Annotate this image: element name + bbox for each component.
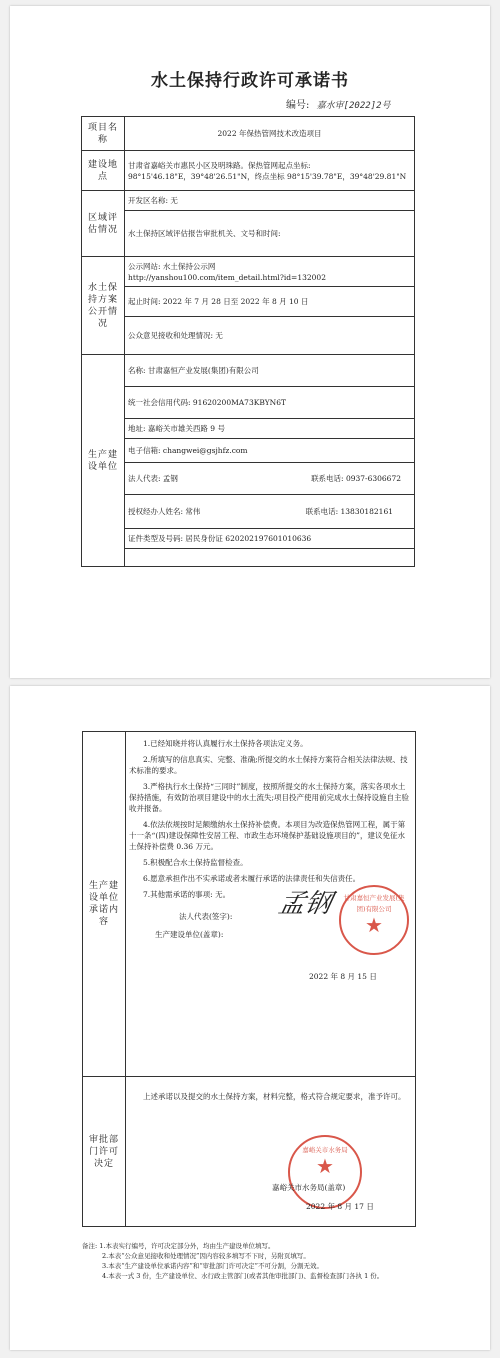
approval-label: 审批部门许可决定	[83, 1077, 126, 1227]
unit-address: 地址: 嘉峪关市雄关西路 9 号	[125, 419, 415, 439]
plan-label: 水土保持方案公开情况	[82, 257, 125, 355]
location-line-2: 98°15'46.18"E，39°48'26.51"N，终点坐标 98°15'39.78"E，39°48'29.81"N	[128, 171, 407, 181]
promise-item: 7.其他需承诺的事项: 无。	[143, 890, 231, 899]
id-document: 证件类型及号码: 居民身份证 620202197601010636	[125, 529, 415, 549]
approval-text: 上述承诺以及提交的水土保持方案，材料完整，格式符合规定要求，准予许可。	[143, 1092, 406, 1101]
unit-seal-label: 生产建设单位(盖章):	[155, 930, 224, 939]
promise-label: 生产建设单位承诺内容	[83, 732, 126, 1077]
location-value	[125, 151, 415, 191]
footnote: 2.本表“公众意见接收和处理情况”因内容较多填写不下时，另附页填写。	[102, 1252, 310, 1260]
application-table	[81, 116, 415, 567]
region-label: 区域评估情况	[82, 191, 125, 257]
approval-date: 2022 年 8 月 17 日	[306, 1202, 374, 1211]
footnote: 备注: 1.本表实行编号，许可决定部分外，均由生产建设单位填写。	[82, 1242, 275, 1250]
unit-credit-code: 统一社会信用代码: 91620200MA73KBYN6T	[125, 387, 415, 419]
promise-item: 4.依法依规按时足额缴纳水土保持补偿费。本项目为改造保热管网工程，属于第十一条“(四)建设保障性安居工程、市政生态环境保护基础设施项目的”，建议免征水土保持补偿费 0.36 万元。	[129, 820, 406, 851]
legal-rep: 法人代表: 孟钢	[128, 474, 178, 483]
promise-list	[129, 738, 412, 900]
form-page-1	[10, 6, 490, 678]
plan-period: 起止时间: 2022 年 7 月 28 日至 2022 年 8 月 10 日	[125, 287, 415, 317]
serial-label: 编号:	[286, 100, 310, 111]
handwritten-signature: 孟钢	[275, 889, 335, 919]
unit-email: 电子信箱: changwei@gsjhfz.com	[125, 439, 415, 463]
agent-row	[125, 495, 415, 529]
location-line-1: 甘肃省嘉峪关市惠民小区及明珠路。保热管网起点坐标:	[128, 160, 311, 170]
region-dev-zone: 开发区名称: 无	[125, 191, 415, 211]
project-name-value: 2022 年保热管网技术改造项目	[125, 117, 415, 151]
serial-value: 嘉水审[2022]2号	[316, 101, 391, 111]
company-seal	[339, 885, 409, 955]
footnote: 3.本表“生产建设单位承诺内容”和“审批部门许可决定”不可分割，分割无效。	[102, 1262, 323, 1270]
star-icon: ★	[316, 1154, 334, 1178]
empty-row	[125, 549, 415, 567]
promise-date: 2022 年 8 月 15 日	[309, 972, 377, 981]
promise-item: 2.所填写的信息真实、完整、准确;所提交的水土保持方案符合相关法律法规、技术标准的要求。	[129, 755, 408, 775]
bureau-seal-text: 嘉峪关市水务局	[302, 1146, 348, 1154]
document-title: 水土保持行政许可承诺书	[151, 71, 349, 91]
plan-site	[125, 257, 415, 287]
agent-name: 授权经办人姓名: 常伟	[128, 507, 201, 516]
form-page-2	[10, 686, 490, 1350]
bureau-seal	[288, 1135, 362, 1209]
agent-phone: 联系电话: 13830182161	[305, 507, 393, 516]
footnote: 4.本表一式 3 份，生产建设单位、水行政主管部门(或者其他审批部门)、监督检查部门各执 1 份。	[102, 1272, 384, 1280]
legal-sign-label: 法人代表(签字):	[179, 912, 233, 921]
approval-seal-label: 嘉峪关市水务局(盖章)	[272, 1183, 346, 1192]
company-seal-text: 甘肃嘉恒产业发展(集团)有限公司	[343, 894, 405, 913]
promise-item: 5.积极配合水土保持监督检查。	[143, 858, 248, 867]
approval-content	[126, 1077, 416, 1227]
legal-phone: 联系电话: 0937-6306672	[311, 474, 401, 483]
legal-rep-row	[125, 463, 415, 495]
star-icon: ★	[365, 913, 383, 937]
promise-item: 6.愿意承担作出不实承诺或者未履行承诺的法律责任和失信责任。	[143, 874, 361, 883]
region-report: 水土保持区域评估报告审批机关、文号和时间:	[125, 211, 415, 257]
promise-item: 3.严格执行水土保持“三同时”制度，按照所提交的水土保持方案，落实各项水土保持措施，有效防治项目建设中的水土流失;项目投产使用前完成水土保持设施自主验收并报备。	[129, 782, 410, 813]
unit-label: 生产建设单位	[82, 355, 125, 567]
unit-name: 名称: 甘肃嘉恒产业发展(集团)有限公司	[125, 355, 415, 387]
promise-content	[126, 732, 416, 1077]
serial-number	[286, 96, 391, 111]
plan-site-label: 公示网站: 水土保持公示网	[128, 261, 216, 271]
promise-table	[82, 731, 416, 1227]
plan-site-url: http://yanshou100.com/item_detail.html?id=132002	[128, 272, 326, 282]
footnotes	[82, 1241, 417, 1281]
promise-item: 1.已经知晓并将认真履行水土保持各项法定义务。	[143, 739, 308, 748]
project-name-label: 项目名称	[82, 117, 125, 151]
location-label: 建设地点	[82, 151, 125, 191]
plan-feedback: 公众意见接收和处理情况: 无	[125, 317, 415, 355]
